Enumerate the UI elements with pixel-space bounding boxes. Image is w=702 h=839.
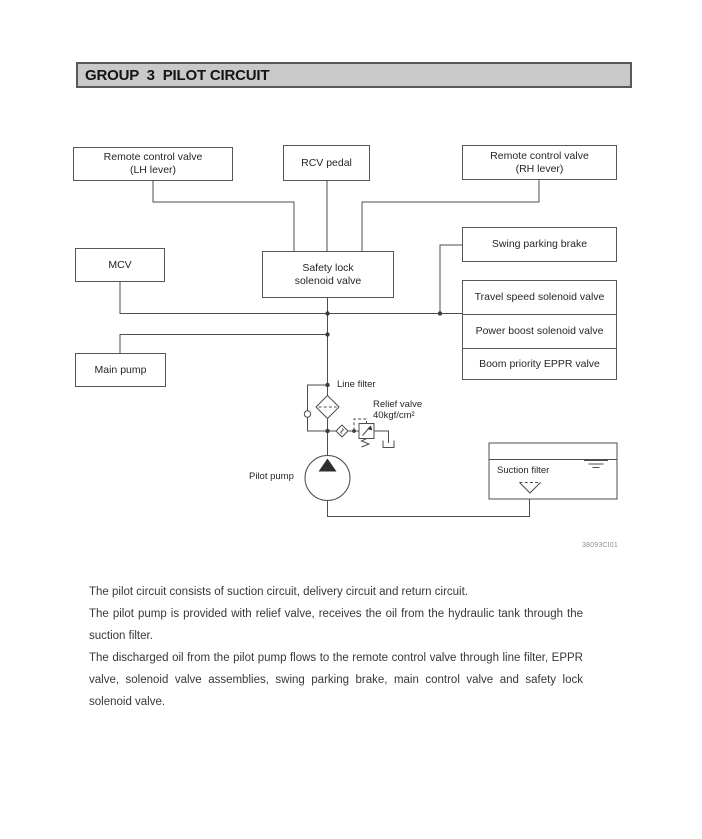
box-swing-parking-brake xyxy=(462,227,617,262)
box-label: (RH lever) xyxy=(515,162,564,175)
box-label: Main pump xyxy=(94,363,147,376)
label-line-filter: Line filter xyxy=(337,379,376,390)
stack-row-travel-speed xyxy=(463,281,616,314)
box-remote-control-valve-rh xyxy=(462,145,617,180)
box-remote-control-valve-lh xyxy=(73,147,233,181)
line-filter-symbol xyxy=(304,385,339,431)
box-label: RCV pedal xyxy=(301,156,352,169)
box-label: (LH lever) xyxy=(129,164,177,176)
box-solenoid-valve-stack xyxy=(462,280,617,380)
section-title: GROUP 3 PILOT CIRCUIT xyxy=(85,66,270,84)
box-label: MCV xyxy=(108,258,132,271)
stack-row-power-boost xyxy=(463,314,616,347)
label-pilot-pump: Pilot pump xyxy=(249,471,294,482)
box-label: Safety lock xyxy=(302,261,354,274)
box-safety-lock-solenoid-valve xyxy=(262,251,394,298)
label-relief-valve xyxy=(373,400,422,421)
paragraph-1: The pilot circuit consists of suction circuit, delivery circuit and return circuit. xyxy=(89,586,468,598)
box-main-pump xyxy=(75,353,166,387)
relief-valve-symbol xyxy=(328,419,395,448)
paragraph-3: The discharged oil from the pilot pump flows to the remote control valve through line filter, EPPR valve, solenoid valve assemblies, swing parking brake, main control valve and safety lock solenoid valve. xyxy=(89,652,583,708)
box-rcv-pedal xyxy=(283,145,370,181)
box-label: Power boost solenoid valve xyxy=(475,324,604,337)
relief-pressure-text: 40kgf/cm² xyxy=(373,409,415,421)
paragraph-2: The pilot pump is provided with relief valve, receives the oil from the hydraulic tank through the suction filter. xyxy=(89,608,583,642)
box-label: Boom priority EPPR valve xyxy=(479,358,600,371)
figure-code: 38093CI01 xyxy=(581,542,618,549)
stack-row-boom-priority xyxy=(463,348,616,381)
check-valve-icon xyxy=(304,411,310,417)
box-label: solenoid valve xyxy=(294,274,362,287)
box-label: Swing parking brake xyxy=(491,238,588,250)
box-label: Remote control valve xyxy=(490,149,589,162)
box-label: Travel speed solenoid valve xyxy=(474,291,605,304)
box-mcv xyxy=(75,248,165,282)
relief-valve-text: Relief valve xyxy=(373,399,423,410)
body-text xyxy=(89,581,583,713)
label-suction-filter: Suction filter xyxy=(497,465,550,476)
box-label: Remote control valve xyxy=(103,151,203,163)
pilot-pump-symbol xyxy=(305,456,350,501)
